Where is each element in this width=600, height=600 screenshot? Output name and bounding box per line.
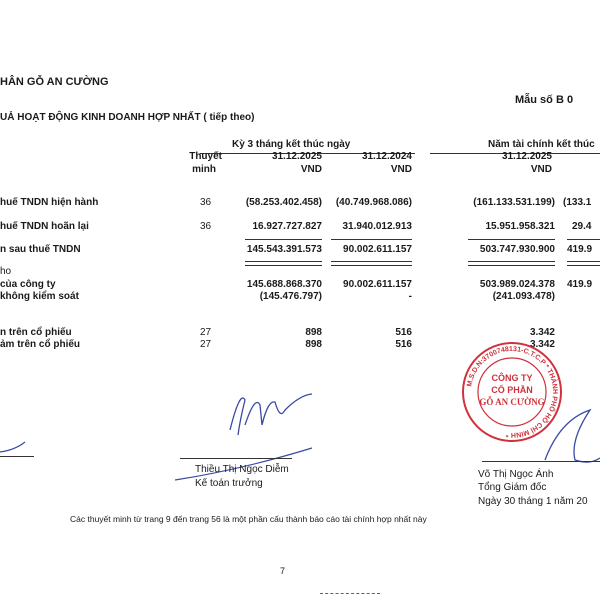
total-double-line xyxy=(331,261,412,266)
row-value: - xyxy=(408,291,412,302)
row-value: 90.002.611.157 xyxy=(343,244,412,255)
total-double-line xyxy=(245,261,322,266)
subtotal-line xyxy=(567,239,600,240)
row-value: (161.133.531.199) xyxy=(473,197,555,208)
column-date: 31.12.2024 xyxy=(361,151,412,162)
footnote: Các thuyết minh từ trang 9 đến trang 56 là một phần cấu thành báo cáo tài chính hợp nhất này xyxy=(70,514,427,524)
row-value: 898 xyxy=(305,327,322,338)
red-mark xyxy=(320,593,380,598)
row-value: (241.093.478) xyxy=(492,291,555,302)
row-value: (58.253.402.458) xyxy=(245,197,322,208)
total-double-line xyxy=(567,261,600,266)
subtotal-line xyxy=(331,239,412,240)
accountant-name: Thiều Thị Ngọc Diễm xyxy=(195,464,289,475)
row-label: huế TNDN hiện hành xyxy=(0,197,99,208)
row-value: 3.342 xyxy=(529,339,555,350)
svg-text:M.S.D.N:3700748131-C.T.C.P * T: M.S.D.N:3700748131-C.T.C.P * THÀNH PHỐ HỒ CHÍ MINH * xyxy=(466,345,559,439)
group-header-year: Năm tài chính kết thúc xyxy=(488,139,595,150)
subtotal-line xyxy=(468,239,555,240)
signing-date: Ngày 30 tháng 1 năm 20 xyxy=(478,496,588,507)
row-value: 503.747.930.900 xyxy=(479,244,555,255)
row-value: 29.4 xyxy=(572,221,592,232)
row-value: 516 xyxy=(395,339,412,350)
stamp-text: CỔ PHẦN xyxy=(491,385,533,395)
row-value: 145.688.868.370 xyxy=(246,279,322,290)
row-label: n trên cổ phiếu xyxy=(0,327,72,338)
subtotal-line xyxy=(245,239,322,240)
row-value: (133.1 xyxy=(563,197,592,208)
row-label: n sau thuế TNDN xyxy=(0,244,81,255)
row-value: 16.927.727.827 xyxy=(252,221,322,232)
column-currency: VND xyxy=(530,164,552,175)
row-value: 898 xyxy=(305,339,322,350)
stamp-text: CÔNG TY xyxy=(491,373,533,383)
row-note: 36 xyxy=(200,197,212,208)
row-value: 90.002.611.157 xyxy=(343,279,412,290)
note-header: minh xyxy=(192,164,216,175)
signature-line xyxy=(0,456,34,457)
row-value: 15.951.958.321 xyxy=(485,221,555,232)
row-value: 3.342 xyxy=(529,327,555,338)
row-value: 145.543.391.573 xyxy=(246,244,322,255)
report-title: UẢ HOẠT ĐỘNG KINH DOANH HỢP NHẤT ( tiếp theo) xyxy=(0,112,255,123)
row-value: 419.9 xyxy=(567,244,593,255)
total-double-line xyxy=(468,261,555,266)
row-note: 27 xyxy=(200,327,212,338)
row-value: 503.989.024.378 xyxy=(479,279,555,290)
director-title: Tổng Giám đốc xyxy=(478,482,547,493)
company-name: HÂN GỖ AN CƯỜNG xyxy=(0,76,109,88)
row-note: 36 xyxy=(200,221,212,232)
group-header-quarter: Kỳ 3 tháng kết thúc ngày xyxy=(232,139,351,150)
row-label: ảm trên cổ phiếu xyxy=(0,339,81,350)
page-number: 7 xyxy=(280,566,286,576)
row-label: không kiểm soát xyxy=(0,291,79,302)
row-value: (145.476.797) xyxy=(259,291,322,302)
stamp-text: GỖ AN CƯỜNG xyxy=(479,397,545,407)
director-name: Võ Thị Ngọc Ánh xyxy=(478,469,554,480)
row-label: huế TNDN hoãn lại xyxy=(0,221,89,232)
row-value: 31.940.012.913 xyxy=(342,221,412,232)
form-number: Mẫu số B 0 xyxy=(515,94,574,106)
row-note: 27 xyxy=(200,339,212,350)
column-date: 31.12.2025 xyxy=(271,151,322,162)
signature-line xyxy=(482,461,600,462)
column-currency: VND xyxy=(300,164,322,175)
row-label: ho xyxy=(0,266,12,277)
column-currency: VND xyxy=(390,164,412,175)
row-value: 419.9 xyxy=(567,279,593,290)
column-date: 31.12.2025 xyxy=(501,151,552,162)
accountant-title: Kế toán trưởng xyxy=(195,478,263,489)
row-value: (40.749.968.086) xyxy=(335,197,412,208)
signature-line xyxy=(180,458,292,459)
note-header: Thuyết xyxy=(189,151,222,162)
row-value: 516 xyxy=(395,327,412,338)
row-label: của công ty xyxy=(0,279,56,290)
